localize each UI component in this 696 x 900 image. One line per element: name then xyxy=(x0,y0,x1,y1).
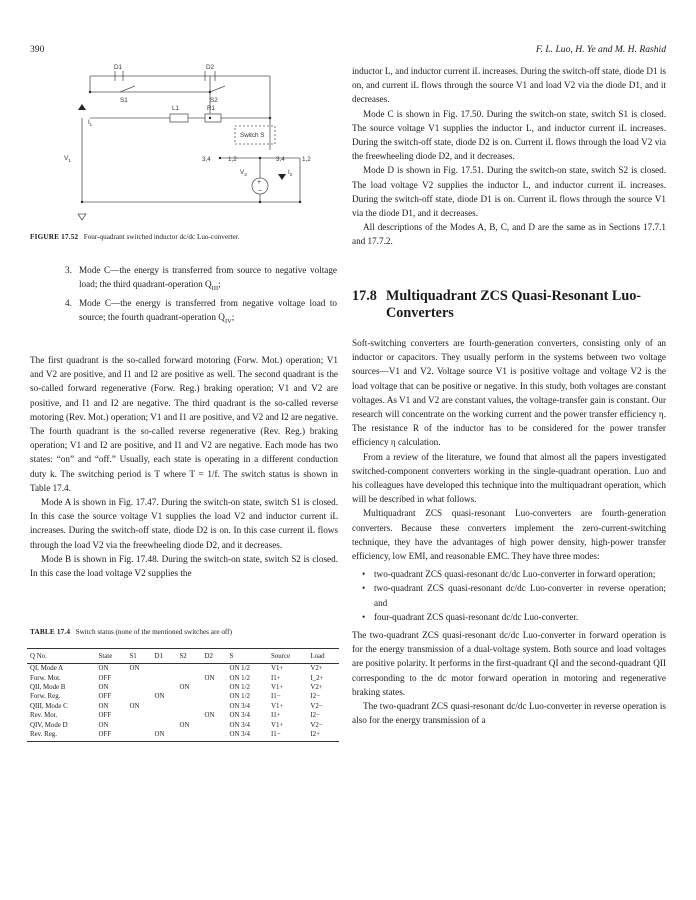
label-il: I xyxy=(88,119,90,126)
svg-text:I2 xyxy=(288,169,293,178)
figure-caption xyxy=(30,233,345,241)
terminal-34-left: 3,4 xyxy=(202,156,211,163)
table-header-row xyxy=(27,649,339,664)
terminal-34-right: 3,4 xyxy=(276,156,285,163)
label-i2-sub: 2 xyxy=(289,173,293,178)
svg-text:V1 xyxy=(64,155,71,164)
switch-status-table xyxy=(27,648,339,742)
page-number: 390 xyxy=(30,44,45,55)
col-header: Load xyxy=(307,649,339,664)
table-caption-text: Switch status (none of the mentioned switches are off) xyxy=(75,628,232,636)
col-header: D1 xyxy=(151,649,176,664)
col-header: D2 xyxy=(201,649,226,664)
label-l1: L1 xyxy=(172,105,180,112)
section-heading xyxy=(352,288,666,322)
paragraph-mode-d: Mode D is shown in Fig. 17.51. During the switch-on state, switch S2 is closed. The load voltage V2 supplies the inductor L, and inductor current iL increases. During the switch-off state, diode D1 is on. Current iL flows through the source V1 via the diode D1, and it decreases. xyxy=(352,165,666,219)
right-body-bottom xyxy=(352,336,666,727)
table-row: Forw. Mot. OFF ON ON 1/2 I1+ I_2+ xyxy=(30,674,324,682)
table-row: QI, Mode A ON ON ON 1/2 V1+ V2+ xyxy=(30,665,323,673)
mode-list xyxy=(55,263,337,329)
paragraph-soft-switching: Soft-switching converters are fourth-generation converters, consisting only of an inductor or capacitors. They usually perform in the systems between two voltage sources—V1 and V2. Voltage source V1 is positive voltage and voltage V2 is the load voltage that can be positive or negative. In this study, both voltages are constant voltages. As V1 and V2 are constant values, the voltage-transfer gain is constant. Our research will concentrate on the working current and the power transfer efficiency η. The resistance R of the inductor has to be considered for the power transfer efficiency η calculation. xyxy=(352,338,666,448)
figure-caption-text: Four-quadrant switched inductor dc/dc Luo-converter. xyxy=(83,233,240,241)
terminal-12-right: 1,2 xyxy=(302,156,311,163)
label-il-sub: L xyxy=(89,123,93,128)
col-header: Source xyxy=(268,649,307,664)
paragraph-forward-operation: The two-quadrant ZCS quasi-resonant dc/dc Luo-converter in forward operation is for the energy transmission of a dual-voltage system. Both source and load voltages are positive polarity. It performs in the first-quadrant QI and the second-quadrant QII corresponding to the dc motor forward operation in motoring and regenerative braking states. xyxy=(352,630,666,697)
label-switch-s: Switch S xyxy=(240,132,265,139)
paragraph-mode-c: Mode C is shown in Fig. 17.50. During the switch-on state, switch S1 is closed. The source voltage V1 supplies the inductor L, and inductor current iL increases. During the switch-off state, diode D2 is on. Current iL flows through the load V2 via the freewheeling diode D2, and it decreases. xyxy=(352,108,666,162)
list-item: 4. Mode C—the energy is transferred from negative voltage load to source; the fourth quadrant-operation $Q_{IV}$; xyxy=(65,298,337,326)
svg-text:+: + xyxy=(257,179,262,186)
modes-bullet-list xyxy=(352,567,666,624)
col-header: S2 xyxy=(176,649,201,664)
paragraph-mode-a: Mode A is shown in Fig. 17.47. During the switch-on state, switch S1 is closed. In this case the source voltage V1 supplies the load V2 and inductor current iL increases. During the switch-off state, diode D2 is on. In this case current iL flows through the load V2 via the freewheeling diode D2, and it decreases. xyxy=(30,497,338,550)
label-i2: I xyxy=(288,169,290,176)
paragraph-literature: From a review of the literature, we found that almost all the papers investigated switched-component converters working in the single-quadrant operation. Luo and his colleagues have developed this technique into the multiquadrant operation, which will be described in what follows. xyxy=(352,451,666,505)
col-header: Q No. xyxy=(27,649,95,664)
paragraph-mode-b: Mode B is shown in Fig. 17.48. During the switch-on state, switch S2 is closed. In this case the load voltage V2 supplies the xyxy=(30,553,338,579)
paragraph-zcs-intro: Multiquadrant ZCS quasi-resonant Luo-converters are fourth-generation converters. Because these converters implement the zero-current-switching technique, they have the advantages of high power density, high-power transfer efficiency, low EMI, and reasonable EMC. They have three modes: xyxy=(352,508,666,562)
table-caption-label: TABLE 17.4 xyxy=(30,628,71,636)
paragraph-mode-b-cont: inductor L, and inductor current iL increases. During the switch-off state, diode D1 is on, and current iL flows through the source V1 and load V2 via the diode D1, and it decreases. xyxy=(352,66,666,105)
table-row: Forw. Reg. OFF ON ON 1/2 I1− I2− xyxy=(30,693,320,701)
section-title: Multiquadrant ZCS Quasi-Resonant Luo-Converters xyxy=(386,288,642,321)
label-d1: D1 xyxy=(114,64,123,71)
list-item: • two-quadrant ZCS quasi-resonant dc/dc Luo-converter in forward operation; xyxy=(352,567,666,581)
svg-text:IL xyxy=(88,119,93,128)
right-body-top xyxy=(352,64,666,249)
col-header: State xyxy=(95,649,126,664)
table-row: Rev. Reg. OFF ON ON 3/4 I1− I2+ xyxy=(27,730,339,742)
svg-text:−: − xyxy=(258,188,263,195)
table-row: Rev. Mot. OFF ON ON 3/4 I1+ I2− xyxy=(30,712,320,720)
table-row: QII, Mode B ON ON ON 1/2 V1+ V2+ xyxy=(30,683,323,691)
label-d2: D2 xyxy=(206,64,215,71)
label-s1: S1 xyxy=(120,97,128,104)
label-v1-sub: 1 xyxy=(68,159,71,164)
list-item: • four-quadrant ZCS quasi-resonant dc/dc Luo-converter. xyxy=(352,610,666,624)
paragraph-modes-summary: All descriptions of the Modes A, B, C, and D are the same as in Sections 17.7.1 and 17.7.2. xyxy=(352,222,666,247)
label-v2: V xyxy=(240,169,245,176)
list-item: 3. Mode C—the energy is transferred from source to negative voltage load; the third quadrant-operation $Q_{III}$; xyxy=(65,265,337,293)
label-s2: S2 xyxy=(210,97,218,104)
table-caption xyxy=(30,628,345,636)
label-v2-sub: 2 xyxy=(244,173,247,178)
section-number: 17.8 xyxy=(352,288,377,304)
paragraph-quadrants: The first quadrant is the so-called forward motoring (Forw. Mot.) operation; V1 and V2 are positive, and I1 and I2 are positive as well. The second quadrant is the so-called forward regenerative (Forw. Reg.) braking operation; V1 and V2 are positive, and I1 and I2 are negative. The third quadrant is the so-called reverse motoring (Rev. Mot.) operation; V1 and I1 are positive, and V2 and I2 are negative. The fourth quadrant is the so-called reverse regenerative (Rev. Reg.) braking operation; V1 and I2 are positive, and I1 and V2 are negative. Each mode has two states: “on” and “off.” Usually, each state is operating in a different conduction duty k. The switching period is T where T = 1/f. The switch status is shown in Table 17.4. xyxy=(30,355,338,493)
paragraph-reverse-operation: The two-quadrant ZCS quasi-resonant dc/dc Luo-converter in reverse operation is also for the energy transmission of a xyxy=(352,701,666,726)
terminal-12-left: 1,2 xyxy=(228,156,237,163)
col-header: S1 xyxy=(126,649,151,664)
label-v1: V xyxy=(64,155,69,162)
circuit-diagram xyxy=(60,62,340,228)
svg-text:V2 xyxy=(240,169,247,178)
table-row: QIV, Mode D ON ON ON 3/4 V1+ V2− xyxy=(30,721,323,729)
left-body xyxy=(30,353,338,580)
label-r1: R1 xyxy=(207,105,216,112)
figure-caption-label: FIGURE 17.52 xyxy=(30,233,79,241)
list-item: • two-quadrant ZCS quasi-resonant dc/dc Luo-converter in reverse operation; and xyxy=(352,581,666,609)
table-row: QIII, Mode C ON ON ON 3/4 V1+ V2− xyxy=(30,702,323,710)
running-header-authors: F. L. Luo, H. Ye and M. H. Rashid xyxy=(535,44,666,55)
col-header: S xyxy=(226,649,268,664)
